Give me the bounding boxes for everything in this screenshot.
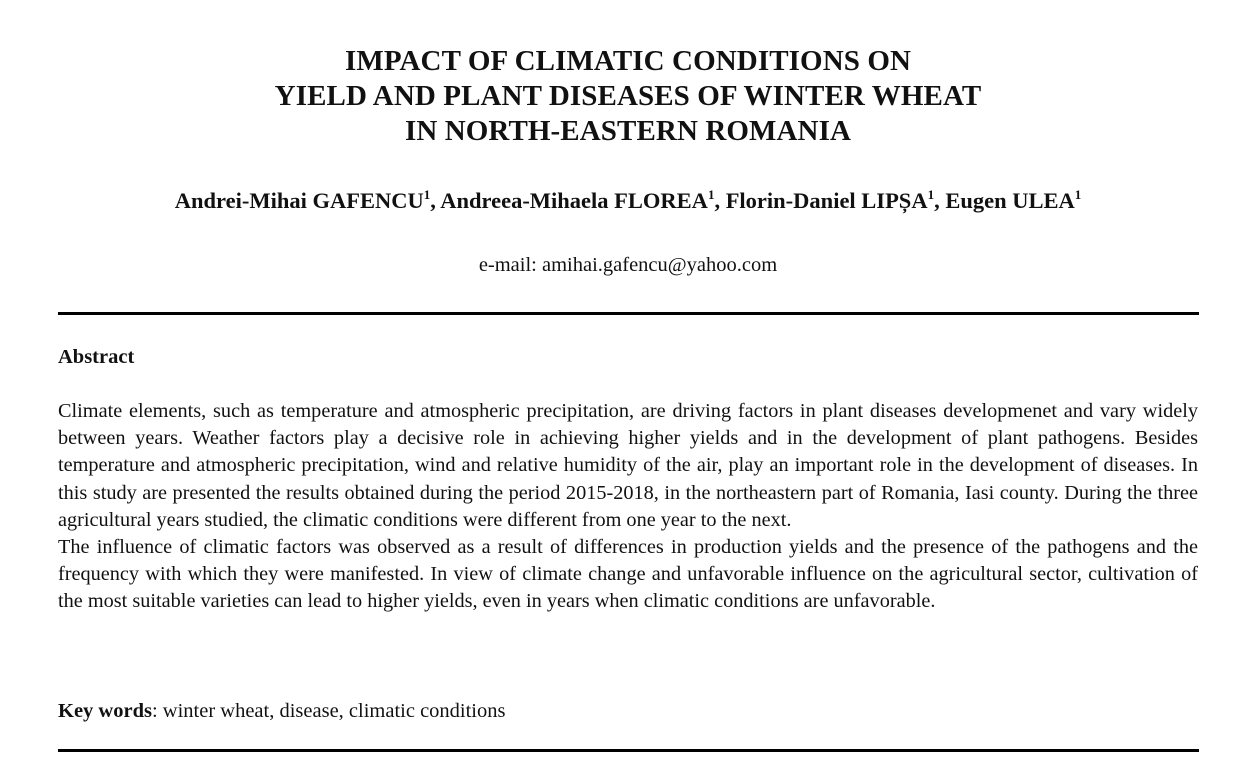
- keywords-text: winter wheat, disease, climatic conditions: [162, 700, 506, 722]
- abstract-paragraph-1: Climate elements, such as temperature and atmospheric precipitation, are driving factors in plant diseases developmenet and vary widely between years. Weather factors play a decisive role in achieving higher yields and in the development of plant pathogens. Besides temperature and atmospheric precipitation, wind and relative humidity of the air, play an important role in the development of diseases. In this study are presented the results obtained during the period 2015-2018, in the northeastern part of Romania, Iasi county. During the three agricultural years studied, the climatic conditions were different from one year to the next.: [58, 400, 1198, 531]
- abstract-heading: Abstract: [58, 346, 135, 368]
- title-line-3: IN NORTH-EASTERN ROMANIA: [404, 115, 852, 147]
- title-line-2: YIELD AND PLANT DISEASES OF WINTER WHEAT: [274, 80, 982, 112]
- author-name: Andrei-Mihai GAFENCU: [174, 188, 424, 213]
- author-separator: ,: [430, 188, 441, 213]
- author-affiliation: 1: [927, 187, 935, 202]
- paper-title: [58, 44, 1198, 149]
- author-list: [58, 186, 1198, 216]
- author-name: Florin-Daniel LIPȘA: [725, 188, 928, 213]
- contact-email: e-mail: amihai.gafencu@yahoo.com: [478, 254, 778, 276]
- author-affiliation: 1: [1074, 187, 1082, 202]
- keywords-line: [58, 697, 506, 725]
- author-separator: ,: [934, 188, 946, 213]
- title-line-1: IMPACT OF CLIMATIC CONDITIONS ON: [344, 45, 912, 77]
- author-name: Eugen ULEA: [945, 188, 1075, 213]
- top-divider: [58, 312, 1199, 315]
- bottom-divider: [58, 749, 1199, 752]
- author-separator: ,: [714, 188, 726, 213]
- abstract-paragraph-2: The influence of climatic factors was observed as a result of differences in production yields and the presence of the pathogens and the frequency with which they were manifested. In view of climate change and unfavorable influence on the agricultural sector, cultivation of the most suitable varieties can lead to higher yields, even in years when climatic conditions are unfavorable.: [58, 536, 1198, 613]
- author-affiliation: 1: [707, 187, 715, 202]
- author-affiliation: 1: [423, 187, 431, 202]
- keywords-label: Key words: [58, 700, 152, 722]
- author-name: Andreea-Mihaela FLOREA: [440, 188, 708, 213]
- keywords-separator: :: [151, 700, 163, 722]
- abstract-body: [58, 398, 1198, 616]
